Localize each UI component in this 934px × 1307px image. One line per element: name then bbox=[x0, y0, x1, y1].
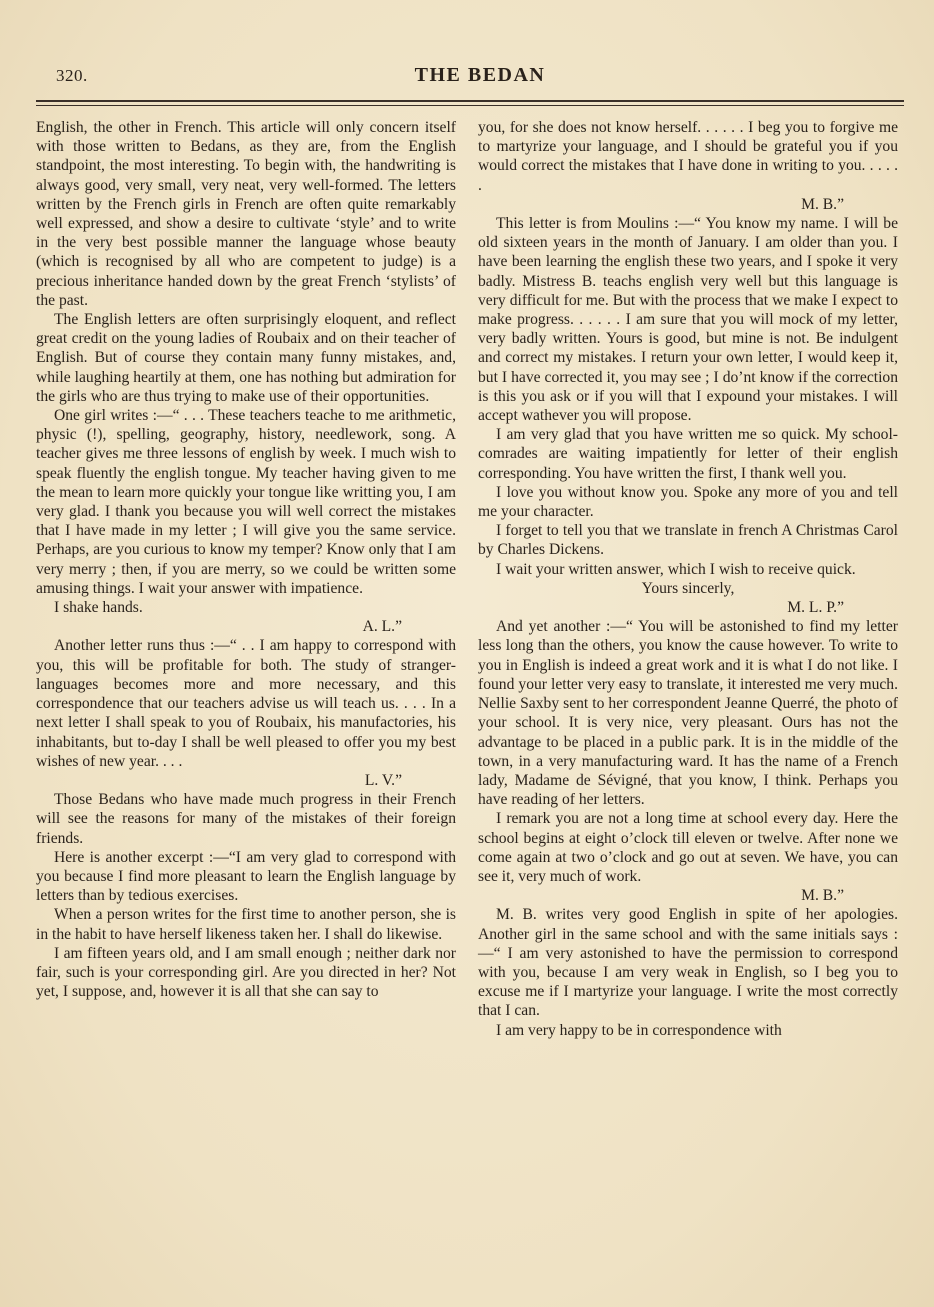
paragraph: I am fifteen years old, and I am small enough ; neither dark nor fair, such is your corresponding girl. Are you directed in her? Not yet, I suppose, and, however it is all that she can say to bbox=[36, 944, 456, 1001]
paragraph: I wait your written answer, which I wish to receive quick. bbox=[496, 560, 856, 578]
paragraph: I remark you are not a long time at school every day. Here the school begins at eight o’clock till eleven or twelve. After none we come again at two o’clock and go out at seven. We have, you can see it, very much of work. bbox=[478, 810, 898, 885]
paragraph: you, for she does not know herself. . . . . . I beg you to forgive me to martyrize your language, and I should be grateful you if you would correct the mistakes that I have done in writing to you. . . . . . bbox=[478, 119, 898, 194]
signature: M. L. P.” bbox=[787, 599, 844, 617]
paragraph: The English letters are often surprisingly eloquent, and reflect great credit on the young ladies of Roubaix and on their teacher of English. But of course they contain many funny mistakes, and, while laughing heartily at them, one has nothing but admiration for the girls who are thus trying to make use of their opportunities. bbox=[36, 311, 456, 405]
right-column bbox=[478, 118, 898, 1040]
running-title: THE BEDAN bbox=[414, 64, 546, 86]
paragraph: English, the other in French. This article will only concern itself with those written to Bedans, as they are, from the English standpoint, the most interesting. To begin with, the handwriting is always good, very small, very neat, very well-formed. The letters written by the French girls in French are often quite remarkably well expressed, and show a desire to cultivate ‘style’ and to write in the very best possible manner the language whose beauty (which is recognised by all who are competent to judge) is a precious inheritance handed down by the great French ‘stylists’ of the past. bbox=[36, 119, 456, 309]
paragraph: I forget to tell you that we translate in french A Christmas Carol by Charles Dickens. bbox=[478, 522, 898, 559]
paragraph: And yet another :—“ You will be astonished to find my letter less long than the others, you know the cause however. To write to you in English is indeed a great work and it is what I do not like. I found your letter very easy to translate, it interested me very much. Nellie Saxby sent to her correspondent Jeanne Querré, the photo of your school. It is very nice, very pleasant. Ours has not the advantage to be placed in a public park. It is in the middle of the town, in a very manufacturing ward. It has the name of a French lady, Madame de Sévigné, that you know, I think. Perhaps you have reading of her letters. bbox=[478, 618, 898, 809]
page-header bbox=[56, 66, 904, 92]
paragraph: I am very glad that you have written me so quick. My school-comrades are waiting impatiently for letter of their english corresponding. You have written the first, I thank well you. bbox=[478, 426, 898, 482]
signature: L. V.” bbox=[364, 771, 402, 789]
paragraph: Those Bedans who have made much progress in their French will see the reasons for many of the mistakes of their foreign friends. bbox=[36, 791, 456, 847]
header-rule-thin bbox=[36, 105, 904, 106]
left-column bbox=[36, 118, 456, 1001]
paragraph: When a person writes for the first time to another person, she is in the habit to have herself likeness taken her. I shall do likewise. bbox=[36, 906, 456, 943]
header-rule-thick bbox=[36, 100, 904, 102]
signature: A. L.” bbox=[362, 618, 402, 636]
paragraph: One girl writes :—“ . . . These teachers teache to me arithmetic, physic (!), spelling, geography, history, needlework, song. A teacher gives me three lessons of english by week. I much wish to speak fluently the english tongue. My teacher having given to me the mean to learn more quickly your tongue like writting you, I am very glad. I thank you because you will well correct the mistakes that I have made in my letter ; I will give you the same service. Perhaps, are you curious to know my temper? Know only that I am very merry ; then, if you are merry, so we could be written some amusing things. I wait your answer with impatience. bbox=[36, 407, 456, 597]
paragraph: This letter is from Moulins :—“ You know my name. I will be old sixteen years in the month of January. I am older than you. I have been learning the english these two years, and I spoke it very badly. Mistress B. teachs english very well but this language is very difficult for me. But with the process that we make I expect to make progress. . . . . . I am sure that you will mock of my letter, very badly written. Yours is good, but mine is not. Be indulgent and correct my mistakes. I return your own letter, I would keep it, but I have corrected it, you may see ; I do’nt know if the correction is this you ask or if you will that I expound your mistakes. I will accept wathever you will propose. bbox=[478, 215, 898, 425]
paragraph: M. B. writes very good English in spite of her apologies. Another girl in the same school and with the same initials says :—“ I am very astonished to have the permission to correspond with you, because I am very weak in English, so I beg you to excuse me if I martyrize your language. I write the most correctly that I can. bbox=[478, 906, 898, 1020]
paragraph: I shake hands. bbox=[54, 599, 143, 617]
signature: M. B.” bbox=[801, 195, 844, 213]
paragraph: I am very happy to be in correspondence with bbox=[496, 1021, 782, 1039]
signature: M. B.” bbox=[801, 887, 844, 905]
paragraph: Another letter runs thus :—“ . . I am happy to correspond with you, this will be profitable for both. The study of stranger-languages becomes more and more necessary, and this correspondence that our teachers advise us will teach us. . . . In a next letter I shall speak to you of Roubaix, his manufactories, his inhabitants, but to-day I shall be well pleased to offer you my best wishes of new year. . . . bbox=[36, 637, 456, 770]
paragraph: I love you without know you. Spoke any more of you and tell me your character. bbox=[478, 483, 898, 521]
paragraph: Here is another excerpt :—“I am very glad to correspond with you because I find more pleasant to learn the English language by letters than by tedious exercises. bbox=[36, 848, 456, 905]
letter-closing: Yours sincerly, bbox=[641, 579, 735, 597]
page-number: 320. bbox=[56, 66, 88, 85]
